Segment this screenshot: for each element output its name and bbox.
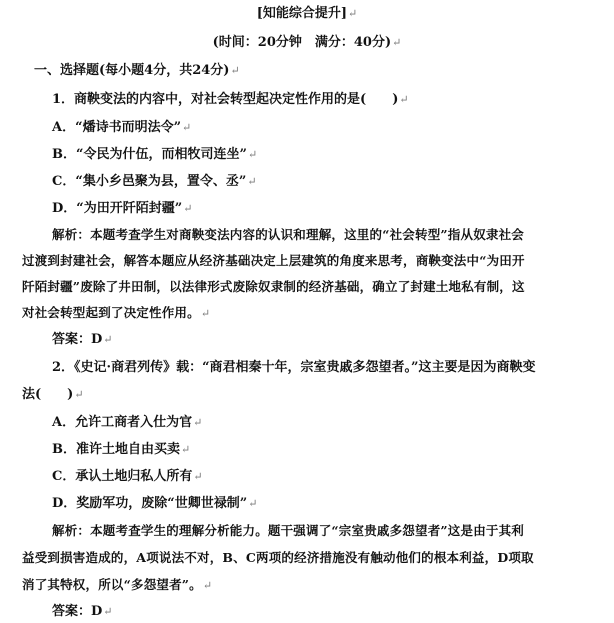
question-2-option-a: A．允许工商者入仕为官↵ xyxy=(52,415,203,430)
question-2-answer: 答案：D↵ xyxy=(52,604,113,619)
question-2-stem-line-2: 法( )↵ xyxy=(22,387,84,402)
question-2-analysis-line-3: 消了其特权，所以“多怨望者”。↵ xyxy=(22,577,213,592)
header-title: [知能综合提升]↵ xyxy=(256,6,358,21)
question-1-option-b: B．“令民为什伍，而相牧司连坐”↵ xyxy=(52,147,258,162)
question-1-answer: 答案：D↵ xyxy=(52,332,113,347)
question-2-option-b: B．准许土地自由买卖↵ xyxy=(52,442,191,457)
question-1-option-d: D．“为田开阡陌封疆”↵ xyxy=(52,201,193,216)
question-2-analysis-line-2: 益受到损害造成的，A项说法不对，B、C两项的经济措施没有触动他们的根本利益，D项取 xyxy=(22,550,534,565)
question-1-option-c: C．“集小乡邑聚为县，置令、丞”↵ xyxy=(52,174,257,189)
question-2-option-d: D．奖励军功，废除“世卿世禄制”↵ xyxy=(52,496,258,511)
question-1-analysis-line-2: 过渡到封建社会，解答本题应从经济基础决定上层建筑的角度来思考，商鞅变法中“为田开 xyxy=(22,253,525,268)
question-1-stem: 1．商鞅变法的内容中，对社会转型起决定性作用的是( )↵ xyxy=(52,92,409,107)
question-2-analysis-line-1: 解析：本题考查学生的理解分析能力。题干强调了“宗室贵戚多怨望者”这是由于其利 xyxy=(52,523,524,538)
question-1-analysis-line-4: 对社会转型起到了决定性作用。↵ xyxy=(22,305,211,320)
question-1-analysis-line-3: 阡陌封疆”废除了井田制，以法律形式废除奴隶制的经济基础，确立了封建土地私有制，这 xyxy=(22,279,525,294)
question-1-analysis-line-1: 解析：本题考查学生对商鞅变法内容的认识和理解，这里的“社会转型”指从奴隶社会 xyxy=(52,227,524,242)
time-info: (时间：20分钟 满分：40分)↵ xyxy=(212,35,402,50)
question-1-option-a: A．“燔诗书而明法令”↵ xyxy=(52,120,192,135)
analysis-label: 解析： xyxy=(52,227,91,242)
section-title: 一、选择题(每小题4分，共24分)↵ xyxy=(34,63,240,78)
analysis-label: 解析： xyxy=(52,523,91,538)
question-2-stem-line-1: 2．《史记·商君列传》载：“商君相秦十年，宗室贵戚多怨望者。”这主要是因为商鞅变 xyxy=(52,360,536,375)
question-2-option-c: C．承认土地归私人所有↵ xyxy=(52,469,203,484)
